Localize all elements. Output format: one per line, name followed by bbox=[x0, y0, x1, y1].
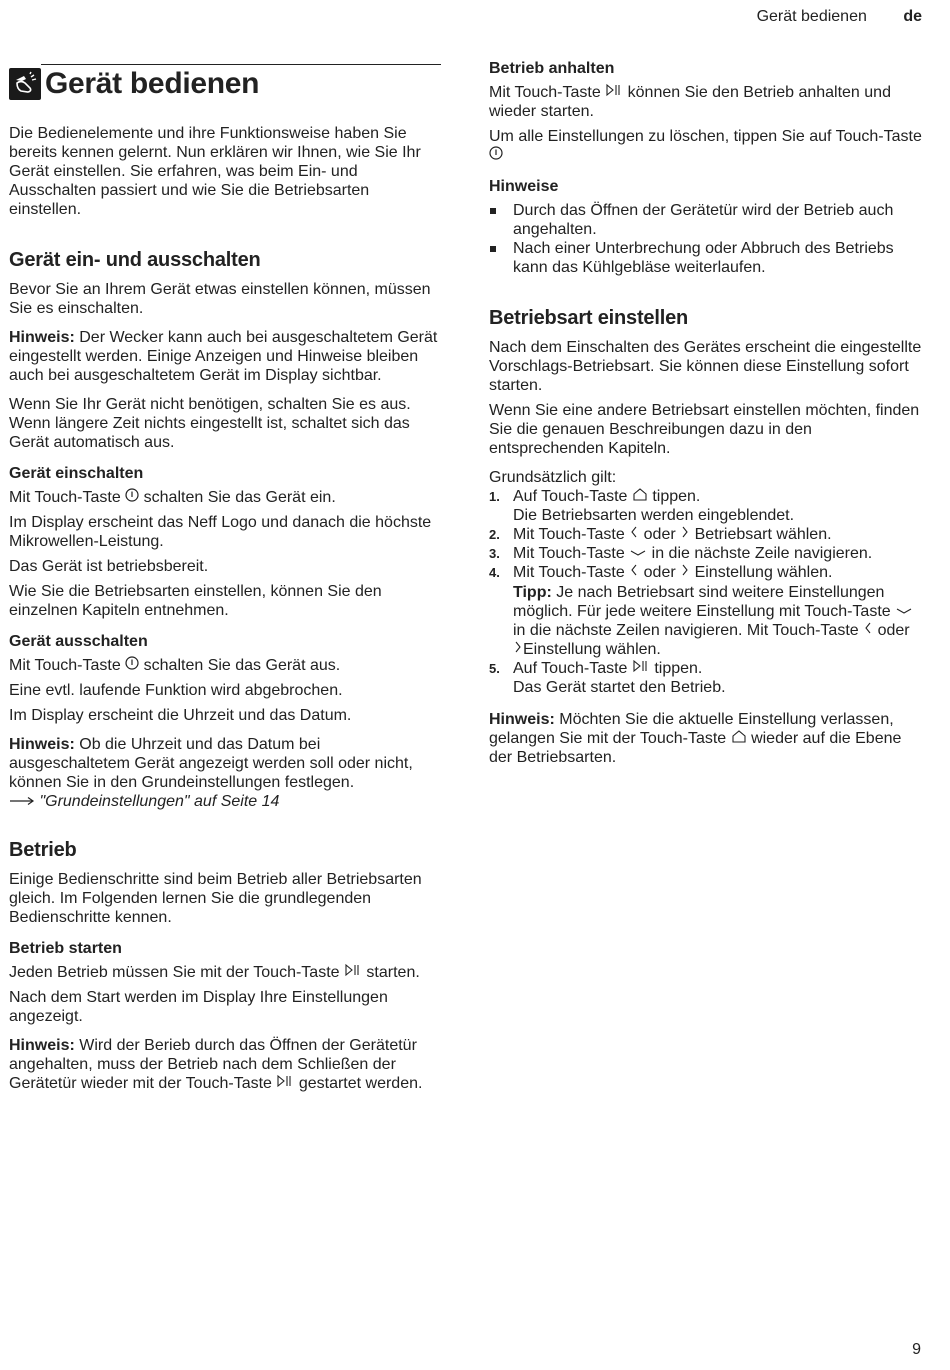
chevron-right-icon bbox=[680, 525, 690, 544]
chevron-right-icon bbox=[513, 640, 523, 659]
power-icon bbox=[125, 488, 139, 507]
step-number: 2. bbox=[489, 527, 500, 542]
step-item bbox=[489, 563, 923, 659]
step-item bbox=[489, 659, 923, 697]
text-part: Mit Touch-Taste bbox=[513, 526, 630, 543]
list-item: Nach einer Unterbrechung oder Abbruch des Betriebs kann das Kühlgebläse weiterlaufen. bbox=[489, 239, 923, 277]
text-part: Einstellung wählen. bbox=[523, 641, 661, 658]
heading-notes: Hinweise bbox=[489, 178, 559, 195]
intro-text: Die Bedienelemente und ihre Funktionsweise haben Sie bereits kennen gelernt. Nun erklären wir Ihnen, wie Sie Ihr Gerät einstellen. Sie erfahren, was beim Ein- und Ausschalten passiert und wie Sie die Betriebsarten einstellen. bbox=[9, 125, 421, 218]
notes-list bbox=[489, 201, 923, 277]
header-section-title: Gerät bedienen bbox=[756, 8, 867, 25]
text-part: oder bbox=[639, 564, 681, 581]
page-title: Gerät bedienen bbox=[45, 67, 260, 100]
text-part: starten. bbox=[361, 964, 420, 981]
step-item bbox=[489, 544, 923, 563]
text-part: Einstellung wählen. bbox=[690, 564, 833, 581]
switch-on-text-4: Wie Sie die Betriebsarten einstellen, können Sie den einzelnen Kapiteln entnehmen. bbox=[9, 583, 382, 619]
start-stop-icon bbox=[605, 83, 623, 102]
power-icon bbox=[125, 656, 139, 675]
text-part: schalten Sie das Gerät aus. bbox=[139, 657, 341, 674]
chevron-left-icon bbox=[863, 621, 873, 640]
switch-on-text-3: Das Gerät ist betriebsbereit. bbox=[9, 558, 209, 575]
mode-text: Nach dem Einschalten des Gerätes erscheint die eingestellte Vorschlags-Betriebsart. Sie können diese Einstellung sofort starten. bbox=[489, 339, 922, 394]
mode-text-2: Wenn Sie eine andere Betriebsart einstellen möchten, finden Sie die genauen Beschreibungen dazu in den entsprechenden Kapiteln. bbox=[489, 402, 920, 457]
text-part: oder bbox=[873, 622, 910, 639]
home-icon bbox=[632, 487, 648, 506]
text-part: Das Gerät startet den Betrieb. bbox=[513, 679, 726, 696]
step-number: 1. bbox=[489, 489, 500, 504]
text-part: Mit Touch-Taste bbox=[513, 545, 630, 562]
text-part: Mit Touch-Taste bbox=[9, 657, 126, 674]
note-text: Ob die Uhrzeit und das Datum bei ausgeschaltetem Gerät angezeigt werden soll oder nicht, können Sie in den Grundeinstellungen festlegen. bbox=[9, 736, 413, 791]
text-part: Jeden Betrieb müssen Sie mit der Touch-Taste bbox=[9, 964, 344, 981]
text-part: Um alle Einstellungen zu löschen, tippen Sie auf Touch-Taste bbox=[489, 128, 922, 145]
step-number: 5. bbox=[489, 661, 500, 676]
text-part: Auf Touch-Taste bbox=[513, 488, 632, 505]
text-part: Wird der Berieb durch das Öffnen der Gerätetür angehalten, muss der Betrieb nach dem Schließen der Gerätetür wieder mit der Touch-Taste bbox=[9, 1037, 417, 1092]
title-rule bbox=[41, 64, 441, 65]
text-part: tippen. bbox=[649, 660, 703, 677]
left-column bbox=[9, 64, 441, 1099]
switch-off-text-2: Eine evtl. laufende Funktion wird abgebrochen. bbox=[9, 682, 343, 699]
chevron-left-icon bbox=[629, 525, 639, 544]
page-header bbox=[757, 8, 922, 26]
text-part: in die nächste Zeile navigieren. bbox=[647, 545, 873, 562]
chevron-right-icon bbox=[680, 563, 690, 582]
tip-text bbox=[513, 583, 923, 659]
mode-note bbox=[489, 710, 923, 767]
heading-start-operation: Betrieb starten bbox=[9, 940, 122, 957]
heading-stop-operation: Betrieb anhalten bbox=[489, 60, 615, 77]
text-part: Betriebsart wählen. bbox=[690, 526, 832, 543]
text-part: Je nach Betriebsart sind weitere Einstellungen möglich. Für jede weitere Einstellung mit Touch-Taste bbox=[513, 584, 896, 620]
text-part: Auf Touch-Taste bbox=[513, 660, 632, 677]
note-label: Hinweis: bbox=[9, 1037, 75, 1054]
text-part: Die Betriebsarten werden eingeblendet. bbox=[513, 507, 795, 524]
right-column bbox=[489, 60, 923, 773]
chevron-down-icon bbox=[629, 544, 647, 563]
note-text: Der Wecker kann auch bei ausgeschaltetem Gerät eingestellt werden. Einige Anzeigen und Hinweise bleiben auch bei ausgeschaltetem Gerät im Display sichtbar. bbox=[9, 329, 438, 384]
heading-switch-off: Gerät ausschalten bbox=[9, 633, 148, 650]
text-part: gestartet werden. bbox=[294, 1075, 423, 1092]
step-number: 4. bbox=[489, 565, 500, 580]
start-text bbox=[9, 963, 441, 982]
text-part: Mit Touch-Taste bbox=[513, 564, 630, 581]
step-item bbox=[489, 525, 923, 544]
operation-text: Einige Bedienschritte sind beim Betrieb aller Betriebsarten gleich. Im Folgenden lernen Sie die grundlegenden Bedienschritte kennen. bbox=[9, 871, 422, 926]
home-icon bbox=[731, 729, 747, 748]
step-item bbox=[489, 487, 923, 525]
switch-on-text-2: Im Display erscheint das Neff Logo und danach die höchste Mikrowellen-Leistung. bbox=[9, 514, 432, 550]
heading-operation: Betrieb bbox=[9, 839, 77, 861]
page-reference-link[interactable]: "Grundeinstellungen" auf Seite 14 bbox=[39, 793, 280, 810]
text-part: können Sie den Betrieb anhalten und wieder starten. bbox=[489, 84, 891, 120]
switch-off-text-3: Im Display erscheint die Uhrzeit und das Datum. bbox=[9, 707, 352, 724]
text-part: in die nächste Zeilen navigieren. Mit Touch-Taste bbox=[513, 622, 864, 639]
power-icon bbox=[489, 146, 503, 165]
arrow-right-icon bbox=[9, 792, 35, 811]
switch-off-text bbox=[9, 656, 441, 675]
note-label: Hinweis: bbox=[489, 711, 555, 728]
note-label: Hinweis: bbox=[9, 329, 75, 346]
text-part: Mit Touch-Taste bbox=[9, 489, 126, 506]
on-off-note bbox=[9, 328, 441, 385]
text-part: wieder auf die Ebene der Betriebsarten. bbox=[489, 730, 902, 766]
tip-label: Tipp: bbox=[513, 584, 552, 601]
chevron-down-icon bbox=[895, 602, 913, 621]
chevron-left-icon bbox=[629, 563, 639, 582]
start-stop-icon bbox=[632, 659, 650, 678]
on-off-text: Bevor Sie an Ihrem Gerät etwas einstellen können, müssen Sie es einschalten. bbox=[9, 281, 431, 317]
note-label: Hinweis: bbox=[9, 736, 75, 753]
start-stop-icon bbox=[344, 963, 362, 982]
start-text-2: Nach dem Start werden im Display Ihre Einstellungen angezeigt. bbox=[9, 989, 388, 1025]
switch-on-text bbox=[9, 488, 441, 507]
text-part: Mit Touch-Taste bbox=[489, 84, 606, 101]
switch-off-note bbox=[9, 735, 441, 811]
text-part: oder bbox=[639, 526, 681, 543]
list-item: Durch das Öffnen der Gerätetür wird der Betrieb auch angehalten. bbox=[489, 201, 923, 239]
heading-switch-on: Gerät einschalten bbox=[9, 465, 144, 482]
hand-operate-icon bbox=[9, 68, 41, 100]
step-number: 3. bbox=[489, 546, 500, 561]
text-part: schalten Sie das Gerät ein. bbox=[139, 489, 336, 506]
steps-list bbox=[489, 487, 923, 697]
on-off-text-2: Wenn Sie Ihr Gerät nicht benötigen, schalten Sie es aus. Wenn längere Zeit nichts eingestellt ist, schaltet sich das Gerät automatisch aus. bbox=[9, 396, 411, 451]
mode-text-3: Grundsätzlich gilt: bbox=[489, 469, 617, 486]
header-language: de bbox=[903, 8, 922, 25]
start-note bbox=[9, 1036, 441, 1093]
stop-text-2 bbox=[489, 127, 923, 165]
heading-set-mode: Betriebsart einstellen bbox=[489, 307, 689, 329]
text-part: Möchten Sie die aktuelle Einstellung verlassen, gelangen Sie mit der Touch-Taste bbox=[489, 711, 894, 747]
chapter-title bbox=[9, 67, 441, 101]
page-number: 9 bbox=[912, 1341, 921, 1358]
heading-on-off: Gerät ein- und ausschalten bbox=[9, 249, 261, 271]
stop-text bbox=[489, 83, 923, 121]
text-part: tippen. bbox=[647, 488, 701, 505]
start-stop-icon bbox=[276, 1074, 294, 1093]
